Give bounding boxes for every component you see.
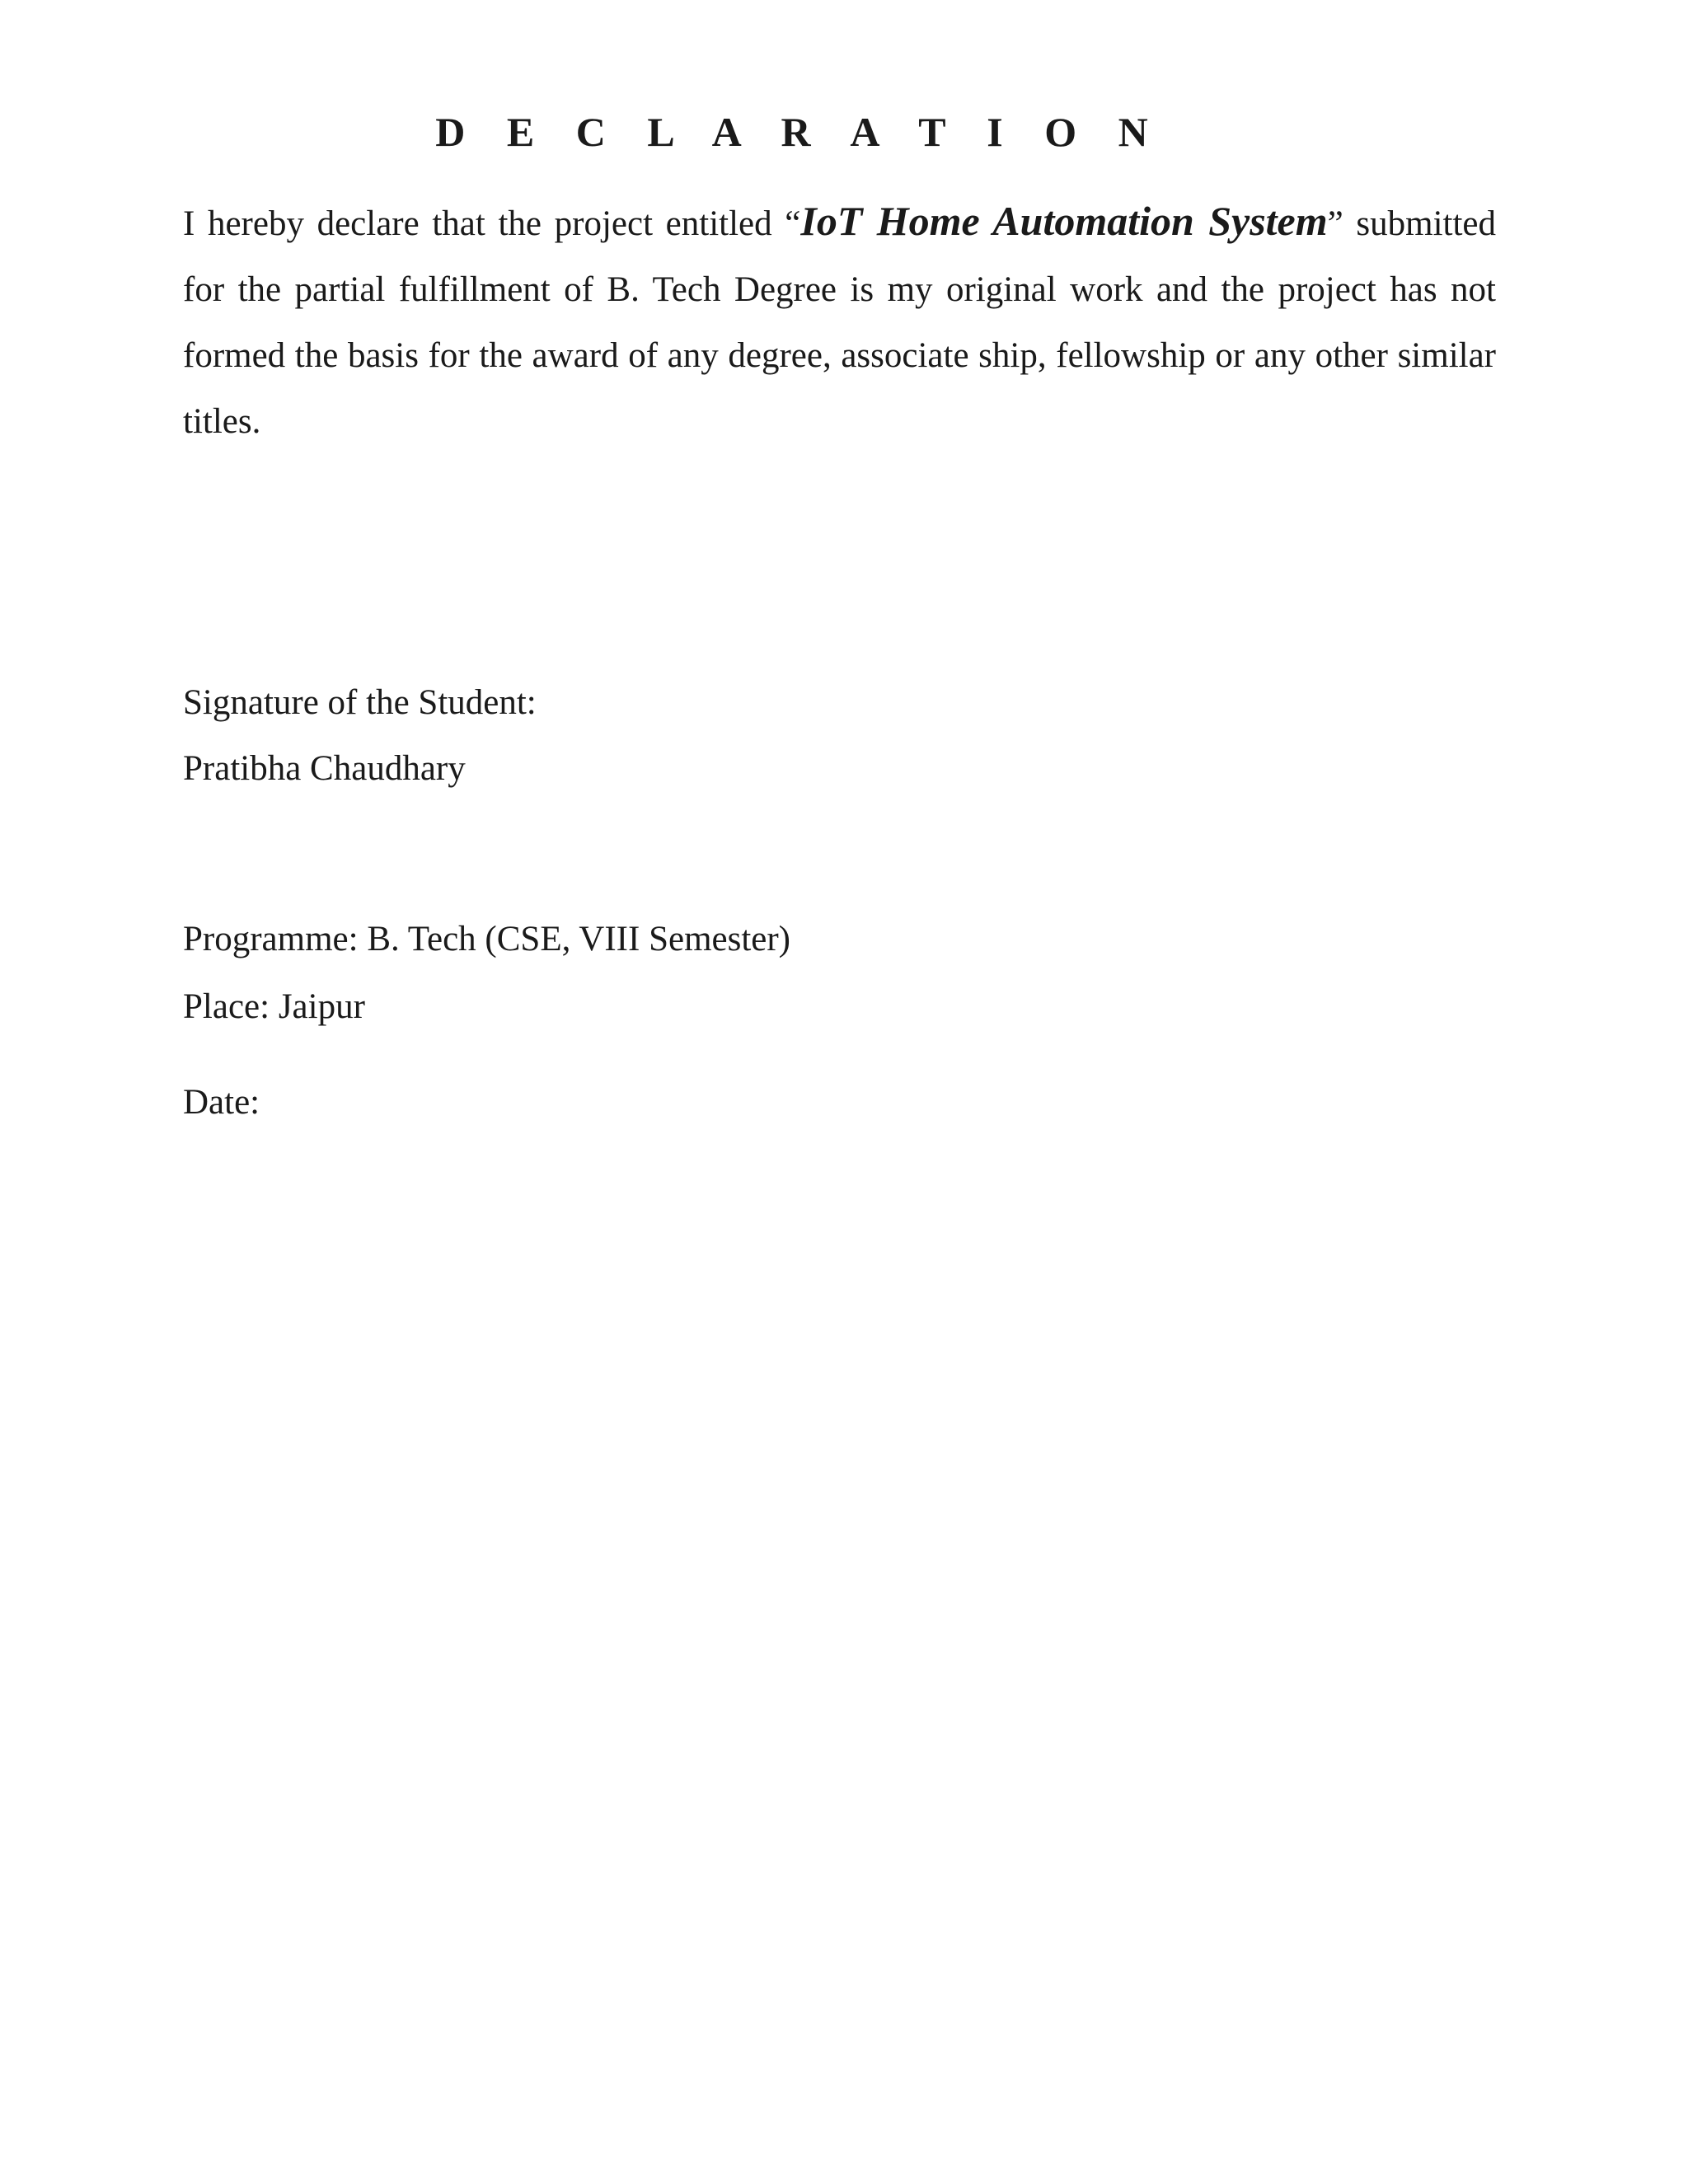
date-line: Date: <box>183 1083 260 1122</box>
declaration-paragraph <box>183 188 1496 455</box>
place-line: Place: Jaipur <box>183 987 365 1026</box>
programme-line: Programme: B. Tech (CSE, VIII Semester) <box>183 920 791 958</box>
declaration-text-end: ” submitted for the partial fulfillment of B. Tech Degree is my original work and the project has not formed the basis for the award of any degree, associate ship, fellowship or any other similar titles. <box>183 204 1496 441</box>
page-title: D E C L A R A T I O N <box>435 109 1164 155</box>
student-name: Pratibha Chaudhary <box>183 749 466 788</box>
signature-label: Signature of the Student: <box>183 683 537 722</box>
declaration-text-start: I hereby declare that the project entitled “ <box>183 204 801 243</box>
project-title: IoT Home Automation System <box>800 198 1328 244</box>
